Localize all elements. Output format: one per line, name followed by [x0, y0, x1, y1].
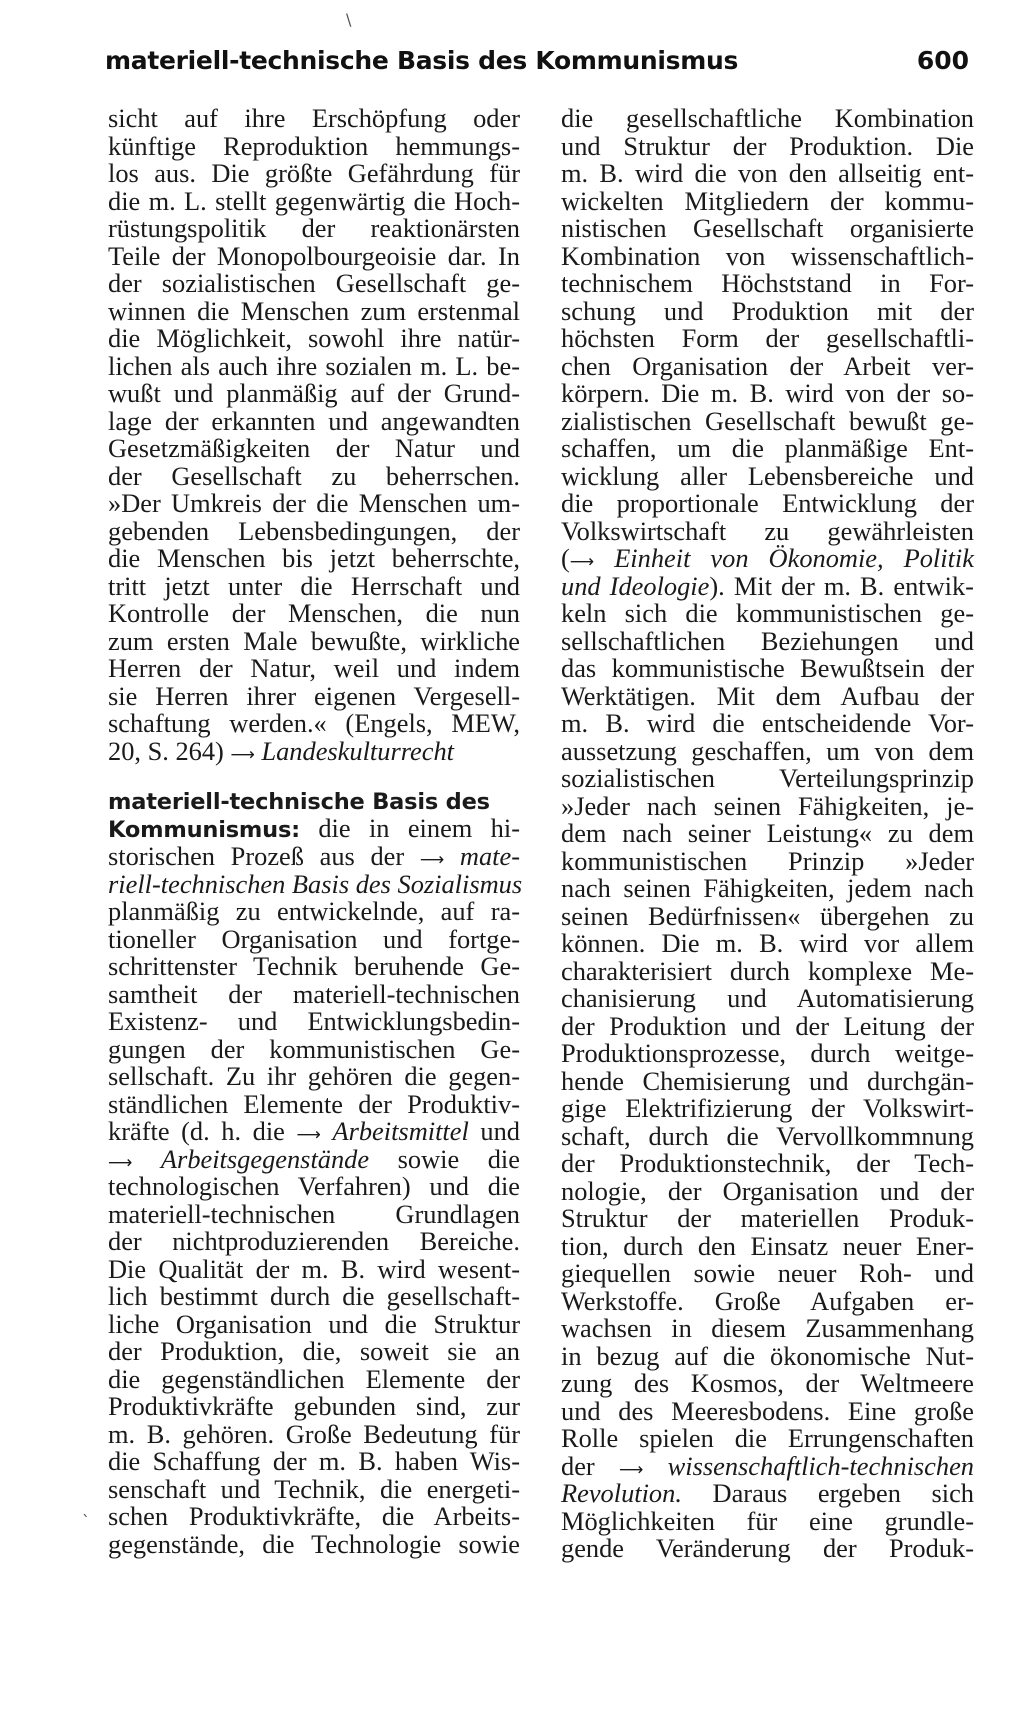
text-line: sie Herren ihrer eigenen Vergesell-: [108, 680, 520, 711]
scan-mark: \: [346, 10, 352, 29]
text-line: die Möglichkeit, sowohl ihre natür-: [108, 323, 520, 353]
text-line: wußt und planmäßig auf der Grund-: [108, 378, 520, 408]
text-line: »Der Umkreis der die Menschen um-: [108, 488, 520, 518]
text-line: das kommunistische Bewußtsein der: [561, 653, 974, 683]
entry-heading: [108, 787, 520, 815]
text-line: können. Die m. B. wird vor allem: [561, 928, 974, 958]
cross-reference-link[interactable]: Revolution.: [561, 1478, 682, 1508]
entry-line: [108, 1118, 520, 1146]
text-line: schaffen, um die planmäßige Ent-: [561, 433, 974, 463]
arrow-icon: ⟶: [618, 1459, 644, 1480]
text-line: in bezug auf die ökonomische Nut-: [561, 1340, 974, 1371]
text-line: die gesellschaftliche Kombination: [561, 103, 974, 133]
text-line: samtheit der materiell-technischen: [108, 978, 520, 1009]
text-line: Gesetzmäßigkeiten der Natur und: [108, 433, 520, 463]
text-line: schen Produktivkräfte, die Arbeits-: [108, 1501, 520, 1531]
text-line: liche Organisation und die Struktur: [108, 1308, 520, 1339]
entry-text: (: [561, 543, 570, 573]
entry-line: [108, 868, 523, 899]
page-number: 600: [916, 46, 969, 75]
text-line: lich bestimmt durch die gesellschaft-: [108, 1281, 520, 1311]
text-line: lage der erkannten und angewandten: [108, 405, 520, 436]
text-line: wickelten Mitgliedern der kommu-: [561, 185, 974, 216]
text-line: gungen der kommunistischen Ge-: [108, 1033, 520, 1064]
arrow-icon: ⟶: [419, 850, 445, 870]
text-line: Kontrolle der Menschen, die nun: [108, 598, 520, 628]
text-line: höchsten Form der gesellschaftli-: [561, 323, 974, 353]
entry-line: [561, 1480, 974, 1508]
text-line: winnen die Menschen zum erstenmal: [108, 295, 520, 326]
text-line: Kombination von wissenschaftlich-: [561, 240, 974, 271]
text-line: dem nach seiner Leistung« zu dem: [561, 818, 974, 848]
text-line: gegenstände, die Technologie sowie: [108, 1528, 520, 1559]
text-line: materiell-technischen Grundlagen: [108, 1198, 520, 1229]
text-line: sellschaftlichen Beziehungen und: [561, 625, 974, 656]
entry-text: und: [480, 1116, 520, 1146]
text-line: der Produktion und der Leitung der: [561, 1010, 974, 1041]
text-line: nistischen Gesellschaft organisierte: [561, 213, 974, 243]
entry-text-block: [561, 1505, 974, 1563]
right-column-text: [561, 105, 974, 545]
text-line: Struktur der materiellen Produk-: [561, 1203, 974, 1233]
text-line: schaft, durch die Vervollkommnung: [561, 1120, 974, 1151]
entry-line: [108, 1143, 520, 1174]
text-line: aussetzung geschaffen, um von dem: [561, 735, 974, 766]
text-line: rüstungspolitik der reaktionärsten: [108, 213, 520, 243]
text-line: lichen als auch ihre sozialen m. L. be-: [108, 350, 520, 381]
text-line: die proportionale Entwicklung der: [561, 488, 974, 518]
text-line: kommunistischen Prinzip »Jeder: [561, 845, 974, 876]
entry-line: [108, 815, 520, 843]
text-line: Möglichkeiten für eine grundle-: [561, 1505, 974, 1536]
text-line: gende Veränderung der Produk-: [561, 1533, 974, 1563]
cross-reference-link[interactable]: Arbeitsgegenstände: [160, 1143, 370, 1174]
text-line: und des Meeresbodens. Eine große: [561, 1395, 974, 1426]
text-line: technischem Höchststand in For-: [561, 268, 974, 298]
text-line: los aus. Die größte Gefährdung für: [108, 158, 520, 188]
arrow-icon: ⟶: [569, 552, 595, 572]
entry-line: [108, 843, 520, 871]
text-line: Die Qualität der m. B. wird wesent-: [108, 1253, 520, 1284]
text-line: Existenz- und Entwicklungsbedin-: [108, 1006, 520, 1036]
cross-reference-link[interactable]: Einheit von Ökonomie, Politik: [614, 543, 974, 573]
text-line: m. B. gehören. Große Bedeutung für: [108, 1418, 520, 1449]
text-line: der Gesellschaft zu beherrschen.: [108, 460, 520, 491]
text-line: Werkstoffe. Große Aufgaben er-: [561, 1285, 974, 1316]
cross-reference-link[interactable]: mate-: [459, 841, 520, 871]
citation-line: [108, 735, 520, 766]
entry-headword-end: Kommunismus:: [108, 817, 300, 843]
text-line: Volkswirtschaft zu gewährleisten: [561, 515, 974, 546]
cross-reference-link[interactable]: wissenschaftlich-technischen: [667, 1450, 974, 1481]
text-line: Produktivkräfte gebunden sind, zur: [108, 1391, 520, 1421]
entry-text-block: [561, 600, 974, 1453]
text-line: zung des Kosmos, der Weltmeere: [561, 1368, 974, 1398]
text-line: tion, durch den Einsatz neuer Ener-: [561, 1230, 974, 1261]
text-line: wachsen in diesem Zusammenhang: [561, 1313, 974, 1343]
text-line: planmäßig zu entwickelnde, auf ra-: [108, 896, 520, 926]
text-line: schung und Produktion mit der: [561, 295, 974, 326]
text-line: nologie, der Organisation und der: [561, 1175, 974, 1206]
entry-gap: [108, 765, 520, 787]
text-line: senschaft und Technik, die energeti-: [108, 1473, 520, 1504]
text-line: nach seinen Fähigkeiten, jedem nach: [561, 873, 974, 903]
text-line: m. B. wird die entscheidende Vor-: [561, 708, 974, 738]
text-line: technologischen Verfahren) und die: [108, 1171, 520, 1201]
text-line: zialistischen Gesellschaft bewußt ge-: [561, 405, 974, 436]
text-line: gebenden Lebensbedingungen, der: [108, 515, 520, 546]
text-line: ständlichen Elemente der Produktiv-: [108, 1088, 520, 1119]
text-line: und Struktur der Produktion. Die: [561, 130, 974, 161]
cross-reference-link[interactable]: Landeskulturrecht: [261, 735, 454, 766]
entry-line: [561, 1450, 974, 1481]
text-line: die gegenständlichen Elemente der: [108, 1363, 520, 1394]
entry-text: sowie die: [397, 1143, 520, 1174]
text-line: die Schaffung der m. B. haben Wis-: [108, 1446, 520, 1476]
entry-text: Daraus ergeben sich: [712, 1478, 974, 1508]
text-line: m. B. wird die von den allseitig ent-: [561, 158, 974, 188]
text-line: die m. L. stellt gegenwärtig die Hoch-: [108, 185, 520, 216]
text-line: tioneller Organisation und fortge-: [108, 923, 520, 954]
text-line: der sozialistischen Gesellschaft ge-: [108, 268, 520, 298]
text-line: körpern. Die m. B. wird von der so-: [561, 378, 974, 408]
text-line: Herren der Natur, weil und indem: [108, 653, 520, 683]
text-line: tritt jetzt unter die Herrschaft und: [108, 570, 520, 601]
text-line: chen Organisation der Arbeit ver-: [561, 350, 974, 381]
text-line: schaftung werden.« (Engels, MEW,: [108, 708, 520, 738]
entry-text: die in einem hi-: [318, 813, 520, 843]
entry-text-block: [108, 1173, 520, 1558]
entry-text: storischen Prozeß aus der: [108, 841, 405, 871]
text-line: der Produktion, die, soweit sie an: [108, 1336, 520, 1366]
text-line: Teile der Monopolbourgeoisie dar. In: [108, 240, 520, 271]
scan-mark: `: [82, 1512, 90, 1531]
text-line: Werktätigen. Mit dem Aufbau der: [561, 680, 974, 711]
text-line: schrittenster Technik beruhende Ge-: [108, 951, 520, 981]
left-column: [108, 103, 523, 1559]
text-line: gige Elektrifizierung der Volkswirt-: [561, 1093, 974, 1123]
text-line: sellschaft. Zu ihr gehören die gegen-: [108, 1061, 520, 1091]
text-line: seinen Bedürfnissen« übergehen zu: [561, 900, 974, 931]
entry-headword: materiell-technische Basis des: [108, 789, 490, 815]
arrow-icon: ⟶: [296, 1125, 321, 1145]
text-line: charakterisiert durch komplexe Me-: [561, 955, 974, 986]
cross-reference-link[interactable]: Arbeitsmittel: [332, 1116, 469, 1146]
text-line: die Menschen bis jetzt beherrschte,: [108, 543, 520, 573]
text-line: »Jeder nach seinen Fähigkeiten, je-: [561, 790, 974, 821]
cross-reference-link[interactable]: und Ideologie: [561, 570, 710, 601]
right-column: [561, 105, 974, 1563]
arrow-icon: ⟶: [230, 744, 255, 765]
text-line: künftige Reproduktion hemmungs-: [108, 130, 520, 161]
arrow-icon: ⟶: [108, 1152, 133, 1173]
entry-text-block: [108, 898, 520, 1118]
text-line: Produktionsprozesse, durch weitge-: [561, 1038, 974, 1068]
text-line: der nichtproduzierenden Bereiche.: [108, 1226, 520, 1256]
text-line: chanisierung und Automatisierung: [561, 983, 974, 1013]
text-line: sicht auf ihre Erschöpfung oder: [108, 103, 520, 133]
entry-text: kräfte (d. h. die: [108, 1116, 285, 1146]
text-line: der Produktionstechnik, der Tech-: [561, 1148, 974, 1178]
entry-text: der: [561, 1450, 595, 1481]
text-line: giequellen sowie neuer Roh- und: [561, 1258, 974, 1288]
citation-prefix: 20, S. 264): [108, 735, 224, 766]
text-line: wicklung aller Lebensbereiche und: [561, 460, 974, 491]
text-line: Rolle spielen die Errungenschaften: [561, 1423, 974, 1453]
text-line: sozialistischen Verteilungsprinzip: [561, 763, 974, 793]
entry-line: [561, 570, 974, 601]
entry-line: [561, 545, 974, 573]
text-line: hende Chemisierung und durchgän-: [561, 1065, 974, 1096]
running-title: materiell-technische Basis des Kommunismus: [105, 46, 739, 75]
cross-reference-link[interactable]: riell-technischen Basis des Sozialismus: [108, 868, 523, 899]
entry-text: ). Mit der m. B. entwik-: [709, 570, 974, 601]
text-line: keln sich die kommunistischen ge-: [561, 598, 974, 628]
left-column-text: [108, 105, 520, 738]
text-line: zum ersten Male bewußte, wirkliche: [108, 625, 520, 656]
